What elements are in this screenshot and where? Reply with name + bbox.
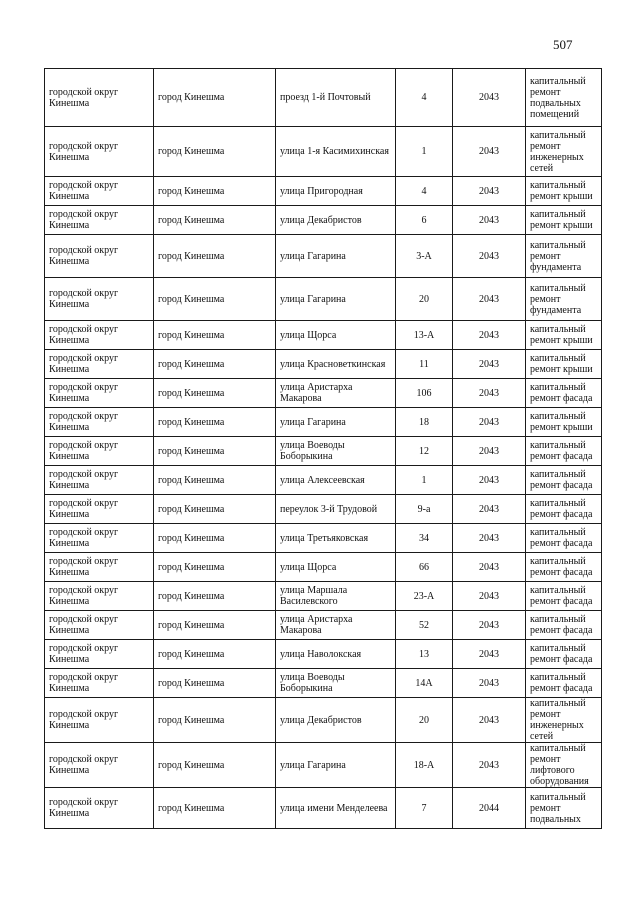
cell-city: город Кинешма bbox=[154, 743, 276, 788]
cell-house-number: 13 bbox=[396, 640, 453, 669]
cell-street: улица Щорса bbox=[276, 553, 396, 582]
cell-work-type: капитальный ремонт фасада bbox=[526, 640, 602, 669]
cell-city: город Кинешма bbox=[154, 466, 276, 495]
cell-work-type: капитальный ремонт инженерных сетей bbox=[526, 698, 602, 743]
cell-district: городской округ Кинешма bbox=[45, 582, 154, 611]
table-row bbox=[45, 206, 602, 235]
cell-street: переулок 3-й Трудовой bbox=[276, 495, 396, 524]
cell-street: улица 1-я Касимихинская bbox=[276, 127, 396, 177]
table-row bbox=[45, 640, 602, 669]
cell-year: 2043 bbox=[453, 408, 526, 437]
cell-street: улица Щорса bbox=[276, 321, 396, 350]
cell-house-number: 12 bbox=[396, 437, 453, 466]
table-row bbox=[45, 437, 602, 466]
cell-work-type: капитальный ремонт инженерных сетей bbox=[526, 127, 602, 177]
cell-house-number: 4 bbox=[396, 69, 453, 127]
table-row bbox=[45, 379, 602, 408]
cell-house-number: 6 bbox=[396, 206, 453, 235]
cell-city: город Кинешма bbox=[154, 235, 276, 278]
cell-district: городской округ Кинешма bbox=[45, 640, 154, 669]
table-row bbox=[45, 127, 602, 177]
cell-city: город Кинешма bbox=[154, 69, 276, 127]
cell-year: 2043 bbox=[453, 379, 526, 408]
cell-house-number: 23-А bbox=[396, 582, 453, 611]
cell-street: улица Гагарина bbox=[276, 408, 396, 437]
cell-house-number: 11 bbox=[396, 350, 453, 379]
cell-year: 2043 bbox=[453, 69, 526, 127]
table-row bbox=[45, 278, 602, 321]
cell-city: город Кинешма bbox=[154, 698, 276, 743]
cell-street: улица имени Менделеева bbox=[276, 788, 396, 829]
cell-city: город Кинешма bbox=[154, 408, 276, 437]
cell-year: 2043 bbox=[453, 553, 526, 582]
table-row bbox=[45, 611, 602, 640]
cell-house-number: 18-А bbox=[396, 743, 453, 788]
cell-work-type: капитальный ремонт фасада bbox=[526, 437, 602, 466]
cell-house-number: 18 bbox=[396, 408, 453, 437]
cell-work-type: капитальный ремонт фасада bbox=[526, 495, 602, 524]
cell-city: город Кинешма bbox=[154, 379, 276, 408]
cell-district: городской округ Кинешма bbox=[45, 350, 154, 379]
cell-street: улица Пригородная bbox=[276, 177, 396, 206]
cell-work-type: капитальный ремонт крыши bbox=[526, 408, 602, 437]
cell-house-number: 3-А bbox=[396, 235, 453, 278]
table-row bbox=[45, 495, 602, 524]
cell-year: 2043 bbox=[453, 235, 526, 278]
cell-street: улица Аристарха Макарова bbox=[276, 379, 396, 408]
cell-street: улица Красноветкинская bbox=[276, 350, 396, 379]
cell-city: город Кинешма bbox=[154, 788, 276, 829]
cell-work-type: капитальный ремонт фасада bbox=[526, 582, 602, 611]
cell-year: 2043 bbox=[453, 177, 526, 206]
cell-district: городской округ Кинешма bbox=[45, 206, 154, 235]
cell-year: 2043 bbox=[453, 640, 526, 669]
page-number: 507 bbox=[553, 37, 573, 52]
table-row bbox=[45, 177, 602, 206]
cell-house-number: 20 bbox=[396, 698, 453, 743]
cell-house-number: 106 bbox=[396, 379, 453, 408]
cell-district: городской округ Кинешма bbox=[45, 743, 154, 788]
table-row bbox=[45, 669, 602, 698]
cell-district: городской округ Кинешма bbox=[45, 788, 154, 829]
table-row bbox=[45, 524, 602, 553]
cell-work-type: капитальный ремонт фасада bbox=[526, 669, 602, 698]
cell-year: 2044 bbox=[453, 788, 526, 829]
table-row bbox=[45, 321, 602, 350]
cell-year: 2043 bbox=[453, 278, 526, 321]
table-row bbox=[45, 69, 602, 127]
cell-street: улица Гагарина bbox=[276, 235, 396, 278]
table-row bbox=[45, 235, 602, 278]
cell-city: город Кинешма bbox=[154, 524, 276, 553]
cell-work-type: капитальный ремонт крыши bbox=[526, 206, 602, 235]
cell-street: улица Алексеевская bbox=[276, 466, 396, 495]
cell-house-number: 1 bbox=[396, 127, 453, 177]
cell-street: улица Воеводы Боборыкина bbox=[276, 437, 396, 466]
cell-work-type: капитальный ремонт фундамента bbox=[526, 235, 602, 278]
cell-city: город Кинешма bbox=[154, 582, 276, 611]
cell-house-number: 13-А bbox=[396, 321, 453, 350]
cell-year: 2043 bbox=[453, 611, 526, 640]
cell-work-type: капитальный ремонт крыши bbox=[526, 350, 602, 379]
table-row bbox=[45, 582, 602, 611]
cell-city: город Кинешма bbox=[154, 350, 276, 379]
cell-city: город Кинешма bbox=[154, 206, 276, 235]
cell-city: город Кинешма bbox=[154, 437, 276, 466]
cell-district: городской округ Кинешма bbox=[45, 177, 154, 206]
cell-work-type: капитальный ремонт фасада bbox=[526, 466, 602, 495]
cell-year: 2043 bbox=[453, 495, 526, 524]
cell-year: 2043 bbox=[453, 350, 526, 379]
cell-year: 2043 bbox=[453, 524, 526, 553]
cell-city: город Кинешма bbox=[154, 553, 276, 582]
table-row bbox=[45, 553, 602, 582]
cell-street: улица Воеводы Боборыкина bbox=[276, 669, 396, 698]
cell-district: городской округ Кинешма bbox=[45, 127, 154, 177]
table-row bbox=[45, 350, 602, 379]
cell-district: городской округ Кинешма bbox=[45, 69, 154, 127]
cell-district: городской округ Кинешма bbox=[45, 669, 154, 698]
table-body bbox=[45, 69, 602, 829]
cell-work-type: капитальный ремонт фасада bbox=[526, 611, 602, 640]
cell-work-type: капитальный ремонт подвальных bbox=[526, 788, 602, 829]
cell-street: улица Декабристов bbox=[276, 698, 396, 743]
cell-work-type: капитальный ремонт подвальных помещений bbox=[526, 69, 602, 127]
cell-city: город Кинешма bbox=[154, 669, 276, 698]
table-row bbox=[45, 408, 602, 437]
cell-city: город Кинешма bbox=[154, 321, 276, 350]
cell-work-type: капитальный ремонт крыши bbox=[526, 321, 602, 350]
cell-work-type: капитальный ремонт фасада bbox=[526, 379, 602, 408]
cell-district: городской округ Кинешма bbox=[45, 408, 154, 437]
cell-city: город Кинешма bbox=[154, 495, 276, 524]
cell-house-number: 20 bbox=[396, 278, 453, 321]
cell-city: город Кинешма bbox=[154, 127, 276, 177]
cell-year: 2043 bbox=[453, 698, 526, 743]
cell-year: 2043 bbox=[453, 437, 526, 466]
cell-street: улица Маршала Василевского bbox=[276, 582, 396, 611]
cell-street: улица Третьяковская bbox=[276, 524, 396, 553]
table-row bbox=[45, 466, 602, 495]
cell-district: городской округ Кинешма bbox=[45, 466, 154, 495]
cell-district: городской округ Кинешма bbox=[45, 553, 154, 582]
cell-district: городской округ Кинешма bbox=[45, 524, 154, 553]
cell-district: городской округ Кинешма bbox=[45, 321, 154, 350]
cell-work-type: капитальный ремонт фасада bbox=[526, 553, 602, 582]
repair-schedule-table bbox=[44, 68, 602, 829]
cell-house-number: 34 bbox=[396, 524, 453, 553]
cell-city: город Кинешма bbox=[154, 640, 276, 669]
cell-district: городской округ Кинешма bbox=[45, 278, 154, 321]
cell-house-number: 14А bbox=[396, 669, 453, 698]
cell-street: улица Декабристов bbox=[276, 206, 396, 235]
cell-street: улица Наволокская bbox=[276, 640, 396, 669]
cell-year: 2043 bbox=[453, 127, 526, 177]
cell-city: город Кинешма bbox=[154, 177, 276, 206]
cell-district: городской округ Кинешма bbox=[45, 611, 154, 640]
table-row bbox=[45, 788, 602, 829]
cell-district: городской округ Кинешма bbox=[45, 235, 154, 278]
cell-city: город Кинешма bbox=[154, 611, 276, 640]
cell-street: проезд 1-й Почтовый bbox=[276, 69, 396, 127]
cell-year: 2043 bbox=[453, 321, 526, 350]
cell-street: улица Гагарина bbox=[276, 743, 396, 788]
cell-work-type: капитальный ремонт фундамента bbox=[526, 278, 602, 321]
cell-year: 2043 bbox=[453, 206, 526, 235]
cell-year: 2043 bbox=[453, 582, 526, 611]
cell-street: улица Аристарха Макарова bbox=[276, 611, 396, 640]
cell-district: городской округ Кинешма bbox=[45, 379, 154, 408]
cell-work-type: капитальный ремонт фасада bbox=[526, 524, 602, 553]
cell-work-type: капитальный ремонт крыши bbox=[526, 177, 602, 206]
cell-house-number: 9-а bbox=[396, 495, 453, 524]
table-row bbox=[45, 743, 602, 788]
cell-house-number: 66 bbox=[396, 553, 453, 582]
cell-district: городской округ Кинешма bbox=[45, 437, 154, 466]
cell-house-number: 1 bbox=[396, 466, 453, 495]
cell-year: 2043 bbox=[453, 669, 526, 698]
cell-district: городской округ Кинешма bbox=[45, 495, 154, 524]
cell-house-number: 4 bbox=[396, 177, 453, 206]
cell-street: улица Гагарина bbox=[276, 278, 396, 321]
cell-year: 2043 bbox=[453, 466, 526, 495]
cell-work-type: капитальный ремонт лифтового оборудования bbox=[526, 743, 602, 788]
cell-house-number: 52 bbox=[396, 611, 453, 640]
cell-city: город Кинешма bbox=[154, 278, 276, 321]
table-row bbox=[45, 698, 602, 743]
cell-district: городской округ Кинешма bbox=[45, 698, 154, 743]
cell-house-number: 7 bbox=[396, 788, 453, 829]
cell-year: 2043 bbox=[453, 743, 526, 788]
